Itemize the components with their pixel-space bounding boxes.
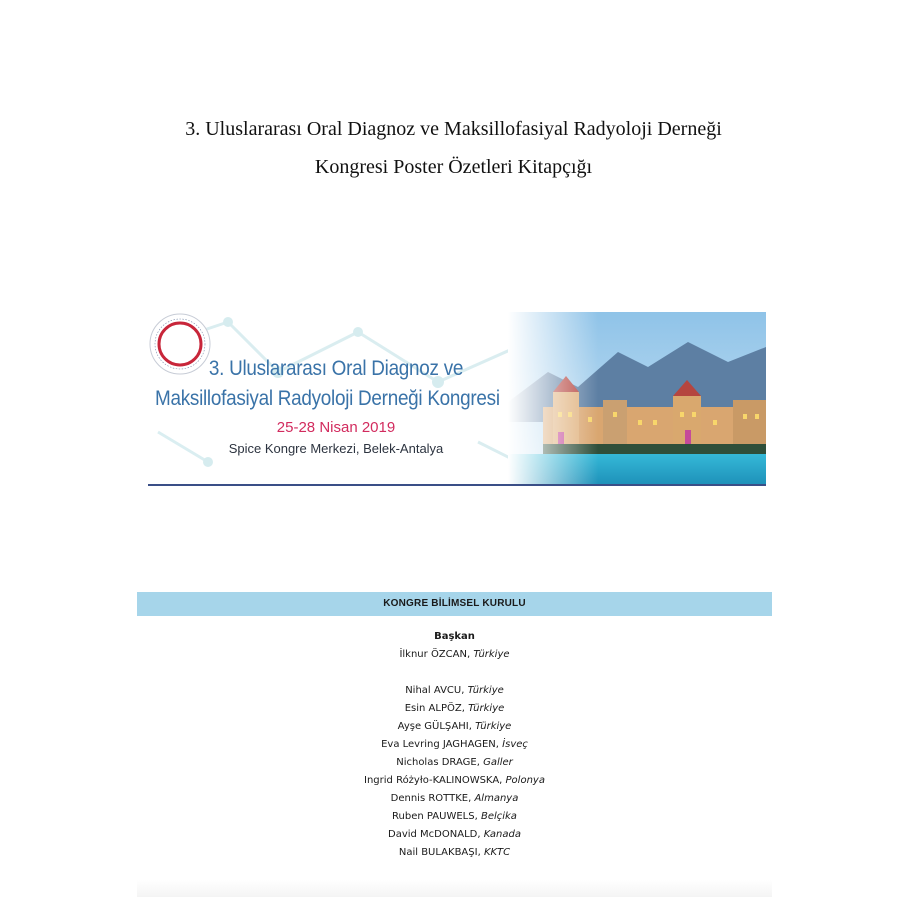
member-name: Nail BULAKBAŞI, bbox=[398, 847, 481, 858]
committee-list bbox=[137, 628, 772, 862]
member-country: İsveç bbox=[502, 739, 528, 750]
list-item bbox=[137, 772, 772, 790]
list-item bbox=[137, 826, 772, 844]
list-item bbox=[137, 682, 772, 700]
list-item bbox=[137, 718, 772, 736]
spacer bbox=[137, 664, 772, 682]
list-item bbox=[137, 808, 772, 826]
member-name: Ingrid Różyło-KALINOWSKA, bbox=[364, 775, 503, 786]
member-country: Galler bbox=[483, 757, 513, 768]
member-name: Eva Levring JAGHAGEN, bbox=[381, 739, 499, 750]
document-title bbox=[0, 110, 907, 186]
member-country: Kanada bbox=[483, 829, 521, 840]
list-item bbox=[137, 754, 772, 772]
page-bottom-shadow bbox=[137, 880, 772, 897]
list-item bbox=[137, 844, 772, 862]
banner-text-block bbox=[156, 354, 516, 458]
list-item bbox=[137, 790, 772, 808]
banner-title-line-1: 3. Uluslararası Oral Diagnoz ve bbox=[208, 357, 464, 380]
member-country: Belçika bbox=[480, 811, 517, 822]
member-name: Nihal AVCU, bbox=[405, 685, 465, 696]
chair-entry bbox=[137, 646, 772, 664]
member-country: Türkiye bbox=[468, 703, 505, 714]
member-name: Ruben PAUWELS, bbox=[392, 811, 478, 822]
member-name: Esin ALPÖZ, bbox=[404, 703, 465, 714]
resort-photo bbox=[508, 312, 766, 486]
member-name: Ayşe GÜLŞAHI, bbox=[397, 721, 472, 732]
congress-banner bbox=[148, 312, 766, 486]
member-country: Almanya bbox=[474, 793, 519, 804]
member-name: Dennis ROTTKE, bbox=[390, 793, 472, 804]
banner-title-line-2: Maksillofasiyal Radyoloji Derneği Kongresi bbox=[155, 387, 500, 410]
member-name: David McDONALD, bbox=[388, 829, 481, 840]
member-name: Nicholas DRAGE, bbox=[396, 757, 480, 768]
member-country: Polonya bbox=[505, 775, 545, 786]
list-item bbox=[137, 736, 772, 754]
member-country: Türkiye bbox=[467, 685, 504, 696]
member-country: KKTC bbox=[483, 847, 511, 858]
chair-name: İlknur ÖZCAN, bbox=[399, 649, 471, 660]
committee-header: KONGRE BİLİMSEL KURULU bbox=[137, 592, 772, 616]
banner-venue: Spice Kongre Merkezi, Belek-Antalya bbox=[228, 441, 444, 456]
document-title-line-1: 3. Uluslararası Oral Diagnoz ve Maksillofasiyal Radyoloji Derneği bbox=[185, 118, 722, 140]
banner-underline bbox=[148, 484, 766, 486]
chair-country: Türkiye bbox=[473, 649, 510, 660]
banner-date: 25-28 Nisan 2019 bbox=[276, 419, 396, 436]
document-title-line-2: Kongresi Poster Özetleri Kitapçığı bbox=[314, 156, 593, 178]
member-country: Türkiye bbox=[475, 721, 512, 732]
chair-label: Başkan bbox=[434, 631, 475, 642]
list-item bbox=[137, 700, 772, 718]
